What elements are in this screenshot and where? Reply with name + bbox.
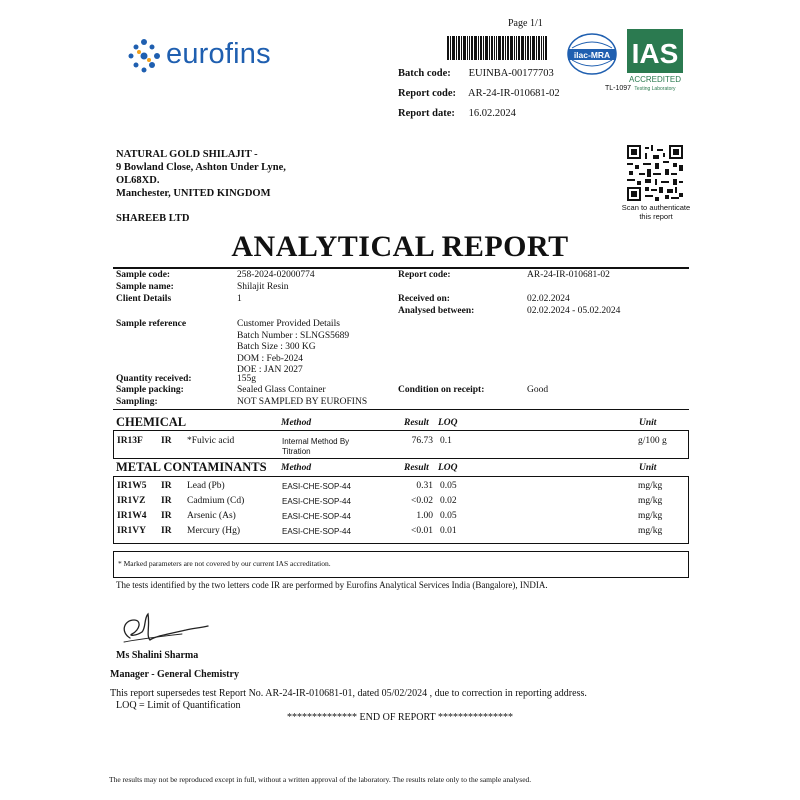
result-header: Result	[404, 463, 429, 473]
address-line: OL68XD.	[116, 175, 160, 186]
received-on-value: 02.02.2024	[527, 294, 570, 304]
batch-code-label: Batch code:	[398, 68, 451, 79]
eurofins-logo-icon	[126, 38, 162, 74]
report-date-label: Report date:	[398, 108, 455, 119]
client-address	[116, 148, 286, 200]
sampling-label: Sampling:	[116, 397, 158, 407]
parameter-name: Mercury (Hg)	[187, 526, 241, 536]
result-value: 76.73	[411, 436, 433, 446]
packing-label: Sample packing:	[116, 385, 184, 395]
barcode-image	[447, 36, 547, 60]
method-line-2: Titration	[282, 447, 311, 456]
parameter-name: Cadmium (Cd)	[187, 496, 245, 506]
batch-code-row	[398, 68, 554, 79]
parameter-code: IR13F	[117, 436, 143, 446]
client-details-label: Client Details	[116, 294, 172, 304]
result-value: <0.01	[411, 526, 433, 536]
parameter-name: Arsenic (As)	[187, 511, 236, 521]
quantity-label: Quantity received:	[116, 374, 192, 384]
report-code-label-2: Report code:	[398, 270, 451, 280]
lab-code: IR	[161, 436, 172, 446]
tl-code: TL-1097	[605, 85, 632, 92]
ias-testing-text: Testing Laboratory	[634, 86, 676, 92]
qr-caption	[618, 203, 694, 221]
method: EASI-CHE-SOP-44	[282, 497, 351, 506]
unit-header: Unit	[639, 418, 657, 428]
lab-code: IR	[161, 526, 172, 536]
end-of-report: ************** END OF REPORT ***************	[287, 712, 513, 723]
chemical-results-box	[113, 430, 689, 459]
metals-results-box	[113, 476, 689, 544]
reference-line: DOE : JAN 2027	[237, 365, 303, 375]
analysed-between-label: Analysed between:	[398, 306, 475, 316]
sample-code-label: Sample code:	[116, 270, 171, 280]
method-header: Method	[281, 463, 312, 473]
unit-header: Unit	[639, 463, 657, 473]
sample-name-label: Sample name:	[116, 282, 174, 292]
loq-value: 0.05	[440, 511, 457, 521]
parameter-name: Lead (Pb)	[187, 481, 225, 491]
qr-caption-line: Scan to authenticate	[621, 203, 691, 212]
analysed-between-value: 02.02.2024 - 05.02.2024	[527, 306, 621, 316]
result-value: <0.02	[411, 496, 433, 506]
page-number: Page 1/1	[508, 18, 543, 29]
sample-code-value: 258-2024-02000774	[237, 270, 315, 280]
qr-code-image[interactable]	[627, 145, 683, 201]
unit-value: mg/kg	[638, 481, 663, 491]
chemical-section-title: CHEMICAL	[116, 415, 187, 429]
loq-header: LOQ	[438, 463, 458, 473]
loq-definition: LOQ = Limit of Quantification	[116, 700, 241, 711]
footer-disclaimer: The results may not be reproduced except in full, without a written approval of the laboratory. The results relate only to the sample analysed.	[109, 775, 532, 784]
accreditation-note: * Marked parameters are not covered by our current IAS accreditation.	[118, 559, 331, 568]
supersede-note: This report supersedes test Report No. AR-24-IR-010681-01, dated 05/02/2024 , due to correction in reporting address.	[110, 688, 587, 699]
method: EASI-CHE-SOP-44	[282, 482, 351, 491]
ias-accredited-logo-icon	[625, 27, 685, 95]
unit-value: mg/kg	[638, 496, 663, 506]
unit-value: g/100 g	[638, 436, 667, 446]
report-title: ANALYTICAL REPORT	[231, 230, 569, 263]
report-code-value-2: AR-24-IR-010681-02	[527, 270, 610, 280]
result-value: 0.31	[416, 481, 433, 491]
method-line-1: Internal Method By	[282, 437, 350, 446]
ilac-mra-logo-icon	[566, 28, 618, 86]
condition-value: Good	[527, 385, 549, 395]
method-header: Method	[281, 418, 312, 428]
address-line: Manchester, UNITED KINGDOM	[116, 188, 271, 199]
metals-section-title: METAL CONTAMINANTS	[116, 460, 267, 474]
method: EASI-CHE-SOP-44	[282, 512, 351, 521]
reference-line: Batch Size : 300 KG	[237, 342, 316, 352]
report-code-label: Report code:	[398, 88, 457, 99]
unit-value: mg/kg	[638, 511, 663, 521]
company-name: SHAREEB LTD	[116, 213, 190, 224]
client-details-value: 1	[237, 294, 242, 304]
ilac-text: ilac-MRA	[573, 50, 611, 60]
eurofins-logo-text: eurofins	[166, 38, 271, 70]
parameter-code: IR1VY	[117, 526, 147, 536]
reference-line: Batch Number : SLNGS5689	[237, 330, 350, 341]
condition-label: Condition on receipt:	[398, 385, 485, 395]
address-line: 9 Bowland Close, Ashton Under Lyne,	[116, 162, 286, 173]
signature-image	[116, 608, 216, 646]
quantity-value: 155g	[237, 374, 256, 384]
batch-code-value: EUINBA-00177703	[468, 68, 554, 79]
lab-code: IR	[161, 511, 172, 521]
tests-note: The tests identified by the two letters code IR are performed by Eurofins Analytical Services India (Bangalore), INDIA.	[116, 580, 548, 590]
address-line: NATURAL GOLD SHILAJIT -	[116, 149, 258, 160]
unit-value: mg/kg	[638, 526, 663, 536]
parameter-name: *Fulvic acid	[187, 436, 235, 446]
divider	[113, 409, 689, 410]
method: EASI-CHE-SOP-44	[282, 527, 351, 536]
loq-value: 0.02	[440, 496, 457, 506]
result-header: Result	[404, 418, 429, 428]
sample-name-value: Shilajit Resin	[237, 282, 289, 292]
report-code-row	[398, 88, 560, 99]
sample-reference-label: Sample reference	[116, 319, 187, 329]
qr-caption-line: this report	[639, 212, 673, 221]
loq-value: 0.05	[440, 481, 457, 491]
report-code-value: AR-24-IR-010681-02	[468, 88, 560, 99]
parameter-code: IR1W5	[117, 481, 147, 491]
parameter-code: IR1W4	[117, 511, 147, 521]
loq-value: 0.01	[440, 526, 457, 536]
loq-header: LOQ	[438, 418, 458, 428]
loq-value: 0.1	[440, 436, 452, 446]
divider	[113, 267, 689, 269]
lab-code: IR	[161, 481, 172, 491]
lab-code: IR	[161, 496, 172, 506]
report-date-value: 16.02.2024	[468, 108, 516, 119]
packing-value: Sealed Glass Container	[237, 385, 326, 395]
result-value: 1.00	[416, 511, 433, 521]
signer-name: Ms Shalini Sharma	[116, 650, 199, 661]
reference-line: Customer Provided Details	[237, 319, 340, 329]
ias-text: IAS	[631, 38, 679, 69]
reference-line: DOM : Feb-2024	[237, 353, 303, 364]
parameter-code: IR1VZ	[117, 496, 146, 506]
received-on-label: Received on:	[398, 294, 450, 304]
ias-accredited-text: ACCREDITED	[628, 75, 682, 84]
sample-reference-value	[237, 319, 349, 377]
report-date-row	[398, 108, 516, 119]
sampling-value: NOT SAMPLED BY EUROFINS	[237, 397, 368, 407]
signer-title: Manager - General Chemistry	[110, 669, 239, 680]
